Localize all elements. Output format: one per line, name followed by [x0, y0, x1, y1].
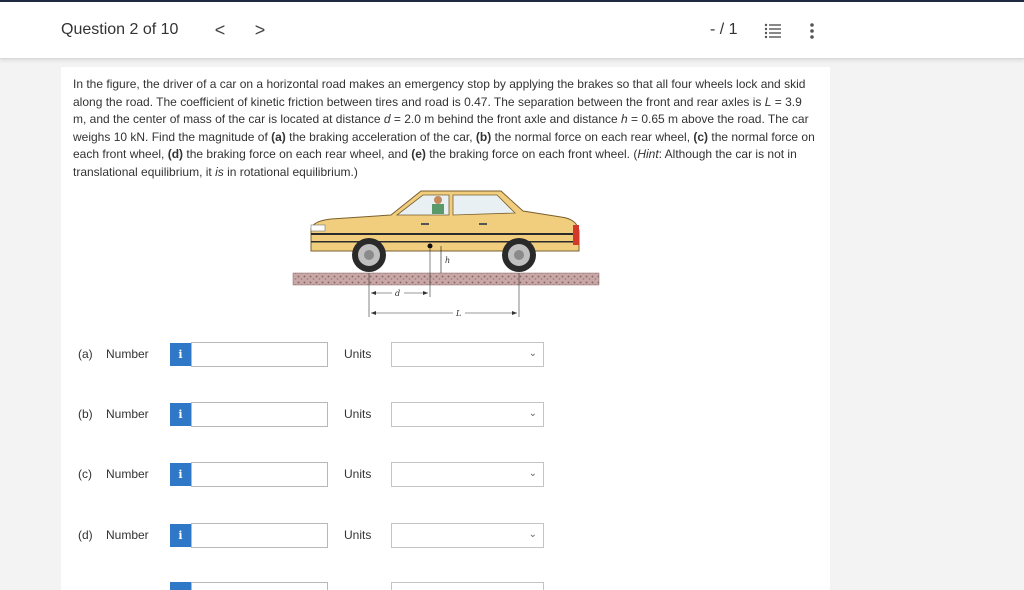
info-button[interactable]: i	[170, 343, 191, 366]
question-list-icon[interactable]	[762, 20, 784, 42]
number-input-e[interactable]	[191, 582, 328, 590]
units-select-e[interactable]	[391, 582, 544, 590]
more-options-icon[interactable]	[802, 20, 822, 42]
number-label: Number	[106, 467, 149, 481]
units-select-c[interactable]	[391, 462, 544, 487]
answer-row-e-partial	[61, 581, 830, 590]
units-label: Units	[344, 407, 372, 421]
road-surface	[293, 273, 599, 285]
question-score: - / 1	[710, 21, 738, 38]
label-h: h	[445, 256, 451, 265]
answer-row-b	[61, 400, 830, 428]
number-label: Number	[106, 407, 149, 421]
units-select-a[interactable]	[391, 342, 544, 367]
chevron-down-icon: ⌄	[528, 468, 537, 479]
info-button[interactable]: i	[170, 463, 191, 486]
chevron-down-icon: ⌄	[528, 348, 537, 359]
center-of-mass	[428, 244, 433, 249]
label-d: d	[395, 289, 401, 298]
answer-row-d	[61, 521, 830, 549]
part-label: (a)	[78, 347, 93, 361]
number-input-a[interactable]	[191, 342, 328, 367]
label-L: L	[456, 309, 462, 318]
number-input-b[interactable]	[191, 402, 328, 427]
chevron-down-icon: ⌄	[528, 529, 537, 540]
previous-question-button[interactable]: <	[214, 20, 226, 40]
number-input-d[interactable]	[191, 523, 328, 548]
units-label: Units	[344, 528, 372, 542]
part-label: (d)	[78, 528, 93, 542]
units-select-b[interactable]	[391, 402, 544, 427]
number-label: Number	[106, 347, 149, 361]
rear-wheel	[502, 238, 536, 272]
car-braking-figure	[291, 185, 601, 325]
number-label: Number	[106, 528, 149, 542]
question-card	[61, 67, 830, 590]
part-label: (b)	[78, 407, 93, 421]
chevron-down-icon: ⌄	[528, 408, 537, 419]
taillight	[573, 225, 579, 245]
question-text: In the figure, the driver of a car on a horizontal road makes an emergency stop by applying the brakes so that all four wheels lock and skid along the road. The coefficient of kinetic friction between tires and road is 0.47. The separation between the front and rear axles is L = 3.9 m, and the center of mass of the car is located at distance d = 2.0 m behind the front axle and distance h = 0.65 m above the road. The car weighs 10 kN. Find the magnitude of (a) the braking acceleration of the car, (b) the normal force on each rear wheel, (c) the normal force on each front wheel, (d) the braking force on each rear wheel, and (e) the braking force on each front wheel. (Hint: Although the car is not in translational equilibrium, it is in rotational equilibrium.)	[73, 77, 815, 179]
number-input-c[interactable]	[191, 462, 328, 487]
front-wheel	[352, 238, 386, 272]
info-button[interactable]: i	[170, 403, 191, 426]
info-button[interactable]	[170, 582, 191, 590]
driver-body	[432, 204, 444, 214]
headlight	[311, 225, 325, 231]
units-select-d[interactable]	[391, 523, 544, 548]
answer-row-a	[61, 340, 830, 368]
units-label: Units	[344, 347, 372, 361]
units-label: Units	[344, 467, 372, 481]
answer-row-c	[61, 460, 830, 488]
question-title: Question 2 of 10	[61, 21, 179, 38]
next-question-button[interactable]: >	[254, 20, 266, 40]
driver-head	[434, 196, 442, 204]
part-label: (c)	[78, 467, 92, 481]
info-button[interactable]: i	[170, 524, 191, 547]
question-header	[0, 2, 1024, 59]
